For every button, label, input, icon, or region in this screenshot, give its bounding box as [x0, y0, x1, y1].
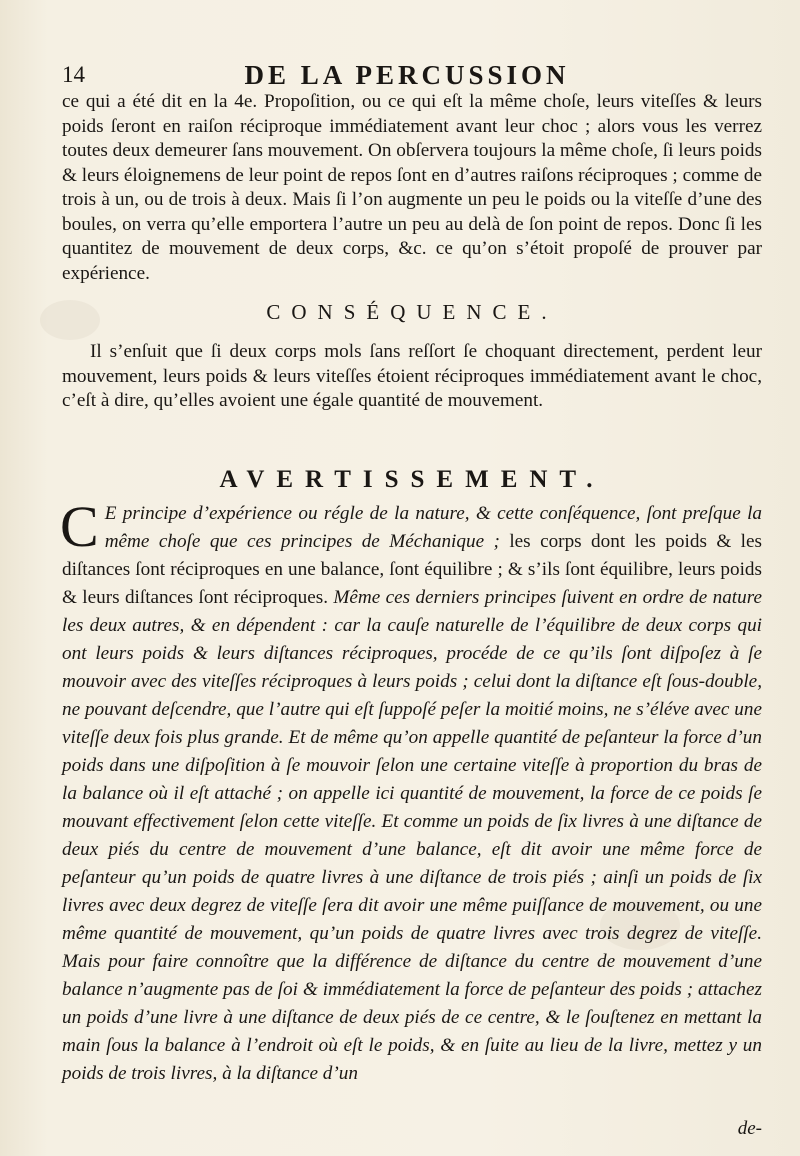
- section-heading-consequence: CONSÉQUENCE.: [266, 300, 558, 324]
- paragraph-continuation: ce qui a été dit en la 4e. Propoſition, ou ce qui eſt la même choſe, leurs viteſſes & leurs poids ſeront en raiſon réciproque immédiatement avant leur choc ; alors vous les verrez toutes deux demeurer ſans mouvement. On obſervera toujours la même choſe, ſi leurs poids & leurs éloignemens de leur point de repos ſont en d’autres raiſons réciproques ; comme de trois à un, ou de trois à deux. Mais ſi l’on augmente un peu le poids ou la viteſſe d’une des boules, on verra qu’elle emportera l’autre un peu au delà de ſon point de repos. Donc ſi les quantitez de mouvement de deux corps, &c. ce qu’on s’étoit propoſé de prouver par expérience.: [62, 91, 762, 284]
- running-head: [62, 60, 752, 94]
- drop-cap: C: [60, 494, 99, 559]
- paragraph-avertissement: [60, 494, 762, 1088]
- paragraph-roman-segment: les corps dont les poids & les diſtances ſont réciproques en une balance, ſont équilibre ; & s’ils ſont équilibre, leurs poids & leurs diſtances ſont réciproques.: [62, 531, 762, 608]
- paragraph-italic-body: Même ces derniers principes ſuivent en ordre de nature les deux autres, & en dépendent : car la cauſe naturelle de l’équilibre de deux corps qui ont leurs poids & leurs diſtances réciproques, procéde de ce qu’ils ſont diſpoſez à ſe mouvoir avec des viteſſes réciproques à leurs poids ; celui dont la diſtance eſt ſous-double, ne pouvant deſcendre, que l’autre qui eſt ſuppoſé peſer la moitié moins, ne s’éléve avec une viteſſe deux fois plus grande. Et de même qu’on appelle quantité de peſanteur la force d’un poids dans une diſpoſition à ſe mouvoir ſelon une certaine viteſſe à proportion du bras de la balance où il eſt attaché ; on appelle ici quantité de mouvement, la force de ce poids ſe mouvant effectivement ſelon cette viteſſe. Et comme un poids de ſix livres à une diſtance de deux piés du centre de mouvement d’une balance, eſt dit avoir une même force de peſanteur qu’un poids de quatre livres à une diſtance de trois piés ; ainſi un poids de ſix livres avec deux degrez de viteſſe ſera dit avoir une même puiſſance de mouvement, ou une même quantité de mouvement, qu’un poids de quatre livres avec trois degrez de viteſſe. Mais pour faire connoître que la différence de diſtance du centre de mouvement d’une balance n’augmente pas de ſoi & immédiatement la force de peſanteur des poids ; attachez un poids d’une livre à une diſtance de deux piés de ce centre, & le ſouſtenez en mettant la main ſous la balance à l’endroit où eſt le poids, & en ſuite au lieu de la livre, mettez y un poids de trois livres, à la diſtance d’un: [62, 587, 762, 1084]
- paragraph-lead-italic: E principe d’expérience ou régle de la nature, & cette conſéquence, ſont preſque la même choſe que ces principes de Méchanique ;: [104, 503, 762, 552]
- catchword: de-: [737, 1118, 762, 1139]
- paragraph-consequence: Il s’enſuit que ſi deux corps mols ſans reſſort ſe choquant directement, perdent leur mouvement, leurs poids & leurs viteſſes étoient réciproques immédiatement avant le choc, c’eſt à dire, qu’elles avoient une égale quantité de mouvement.: [62, 341, 762, 411]
- page-number: 14: [62, 62, 85, 87]
- running-title: DE LA PERCUSSION: [244, 60, 570, 90]
- section-heading-avertissement: AVERTISSEMENT.: [219, 466, 605, 493]
